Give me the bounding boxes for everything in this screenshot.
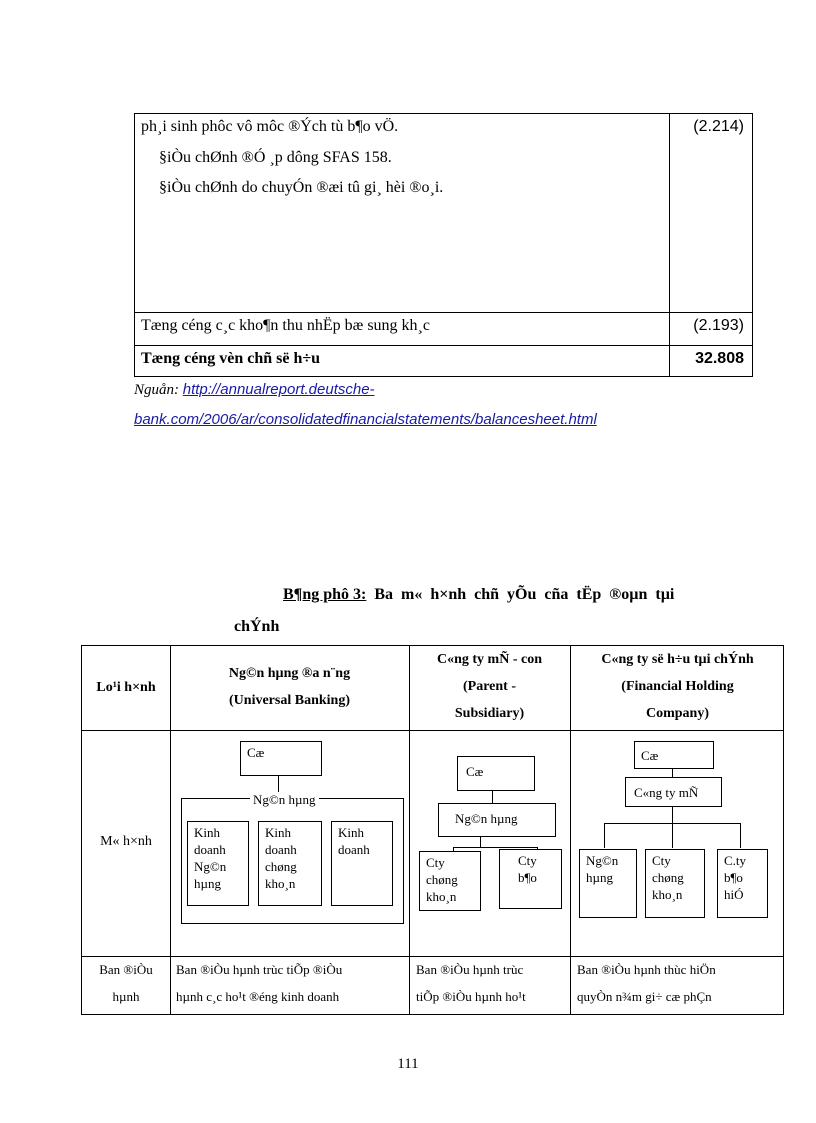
diagram-bank: Ng©n hµng bbox=[438, 803, 556, 837]
source-link[interactable]: http://annualreport.deutsche- bbox=[182, 381, 375, 398]
management-universal: Ban ®iÒu hµnh trùc tiÕp ®iÒu hµnh c¸c ho¹t ®éng kinh doanh bbox=[176, 962, 343, 1004]
page-number: 111 bbox=[397, 1056, 419, 1072]
diagram-shareholders: Cæ bbox=[457, 756, 535, 791]
header-holding: C«ng ty së h÷u tµi chÝnh (Financial Holding Company) bbox=[601, 652, 754, 721]
row-management-label: Ban ®iÒu hµnh bbox=[99, 962, 153, 1004]
header-parent: C«ng ty mÑ - con (Parent - Subsidiary) bbox=[437, 652, 542, 721]
diagram-subsidiary: Cty chøng kho¸n bbox=[645, 849, 705, 918]
caption-label: B¶ng phô 3: bbox=[283, 586, 367, 603]
diagram-subsidiary: C.ty b¶o hiÓ bbox=[717, 849, 768, 918]
diagram-unit: Kinh doanh chøng kho¸n bbox=[258, 821, 322, 906]
source-link-cont[interactable]: bank.com/2006/ar/consolidatedfinancialstatements/balancesheet.html bbox=[134, 411, 597, 428]
table-cell: Tæng céng c¸c kho¶n thu nhËp bæ sung kh¸c bbox=[141, 317, 430, 334]
caption-text: Ba m« h×nh chñ yÕu cña tËp ®oµn tµi bbox=[366, 586, 675, 603]
table-cell: ph¸i sinh phôc vô môc ®Ých tù b¶o vÖ. bbox=[141, 118, 399, 135]
table-total-value: 32.808 bbox=[695, 350, 744, 367]
models-table bbox=[81, 645, 784, 1015]
table-cell: §iÒu chØnh do chuyÓn ®æi tû gi¸ hèi ®o¸i. bbox=[159, 179, 444, 196]
source-note-cont bbox=[134, 411, 597, 429]
diagram-subsidiary: Ng©n hµng bbox=[579, 849, 637, 918]
table-cell: §iÒu chØnh ®Ó ¸p dông SFAS 158. bbox=[159, 149, 392, 166]
management-holding: Ban ®iÒu hµnh thùc hiÖn quyÒn n¾m gi÷ cæ phÇn bbox=[577, 962, 716, 1004]
diagram-parent-company: C«ng ty mÑ bbox=[625, 777, 722, 807]
diagram-shareholders: Cæ bbox=[240, 741, 322, 776]
diagram-shareholders: Cæ bbox=[634, 741, 714, 769]
diagram-bank-label: Ng©n hµng bbox=[250, 792, 319, 808]
table-value: (2.193) bbox=[693, 317, 744, 334]
diagram-subsidiary: Cty chøng kho¸n bbox=[419, 851, 481, 911]
source-note bbox=[134, 381, 375, 399]
table-value: (2.214) bbox=[693, 118, 744, 135]
caption-cont: chÝnh bbox=[234, 618, 280, 635]
source-prefix: Nguån: bbox=[134, 382, 183, 398]
table-caption bbox=[283, 586, 674, 604]
diagram-subsidiary: Cty b¶o bbox=[499, 849, 562, 909]
diagram-unit: Kinh doanh bbox=[331, 821, 393, 906]
header-type: Lo¹i h×nh bbox=[96, 680, 156, 695]
management-parent: Ban ®iÒu hµnh trùc tiÕp ®iÒu hµnh ho¹t bbox=[416, 962, 526, 1004]
income-table bbox=[134, 113, 753, 377]
diagram-unit: Kinh doanh Ng©n hµng bbox=[187, 821, 249, 906]
table-total-label: Tæng céng vèn chñ së h÷u bbox=[141, 350, 321, 367]
header-universal: Ng©n hµng ®a n¨ng (Universal Banking) bbox=[228, 666, 351, 708]
row-model-label: M« h×nh bbox=[100, 834, 152, 849]
